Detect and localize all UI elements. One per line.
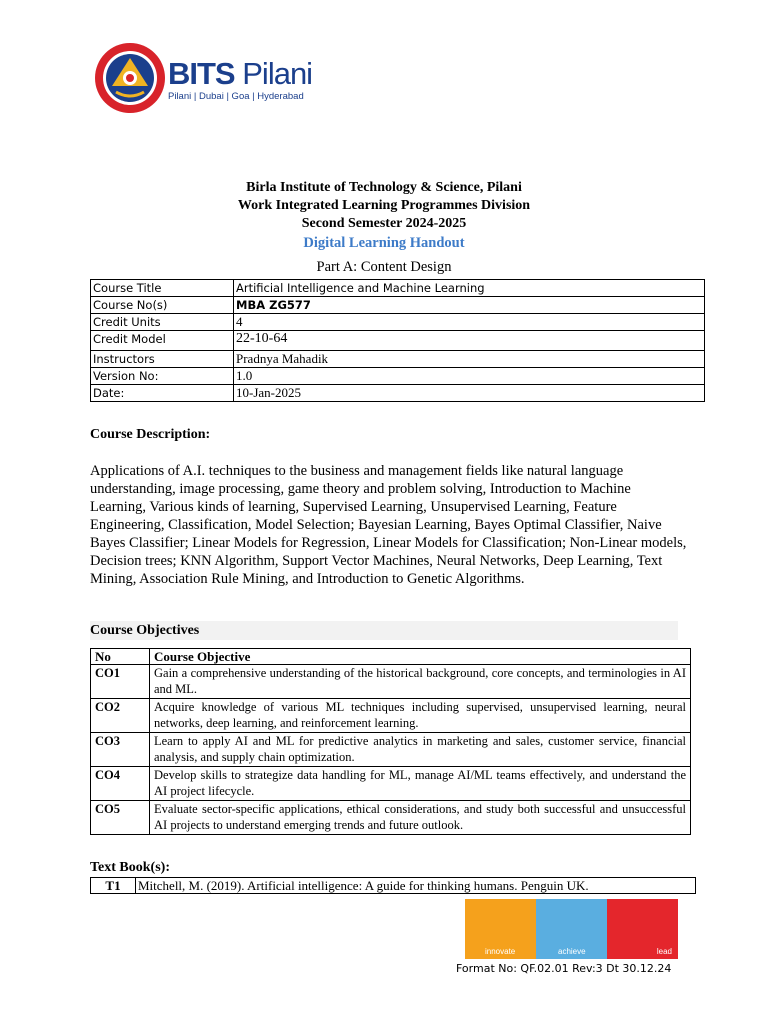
col-no-header: No bbox=[91, 649, 150, 665]
info-row bbox=[91, 331, 705, 351]
objective-no: CO4 bbox=[91, 767, 150, 801]
course-description-heading: Course Description: bbox=[90, 427, 211, 442]
objective-row bbox=[91, 801, 691, 835]
handout-title: Digital Learning Handout bbox=[303, 235, 465, 251]
info-key: Course No(s) bbox=[91, 297, 234, 314]
info-row bbox=[91, 280, 705, 297]
info-value: Artificial Intelligence and Machine Learning bbox=[234, 280, 705, 297]
info-value: Pradnya Mahadik bbox=[234, 351, 705, 368]
objectives-header-row bbox=[91, 649, 691, 665]
objective-no: CO2 bbox=[91, 699, 150, 733]
part-title: Part A: Content Design bbox=[316, 259, 452, 275]
innovate-achieve-lead-banner bbox=[465, 899, 678, 959]
institute-name: Birla Institute of Technology & Science, Pilani bbox=[246, 180, 522, 195]
objective-row bbox=[91, 767, 691, 801]
objective-no: CO5 bbox=[91, 801, 150, 835]
brand-light: Pilani bbox=[242, 56, 313, 91]
textbook-no: T1 bbox=[91, 878, 136, 894]
info-row bbox=[91, 368, 705, 385]
info-row bbox=[91, 297, 705, 314]
objectives-table bbox=[90, 648, 691, 835]
info-key: Credit Units bbox=[91, 314, 234, 331]
course-objectives-heading: Course Objectives bbox=[90, 621, 678, 640]
band-achieve bbox=[536, 899, 607, 959]
bits-seal-logo bbox=[94, 42, 166, 114]
info-value: MBA ZG577 bbox=[234, 297, 705, 314]
objective-text: Evaluate sector-specific applications, ethical considerations, and study both successful and unsuccessful AI projects to understand emerging trends and future outlook. bbox=[150, 801, 691, 835]
brand-tagline: Pilani | Dubai | Goa | Hyderabad bbox=[168, 91, 304, 102]
objective-row bbox=[91, 665, 691, 699]
textbooks-table bbox=[90, 877, 696, 894]
objective-text: Learn to apply AI and ML for predictive analytics in marketing and sales, customer service, financial analysis, and supply chain optimization. bbox=[150, 733, 691, 767]
band-label: achieve bbox=[558, 947, 586, 956]
info-value: 4 bbox=[234, 314, 705, 331]
division-name: Work Integrated Learning Programmes Division bbox=[237, 198, 531, 213]
info-key: Date: bbox=[91, 385, 234, 402]
course-info-table bbox=[90, 279, 705, 402]
info-value: 22-10-64 bbox=[234, 331, 705, 351]
objective-no: CO1 bbox=[91, 665, 150, 699]
objective-text: Acquire knowledge of various ML techniques including supervised, unsupervised learning, neural networks, deep learning, and reinforcement learning. bbox=[150, 699, 691, 733]
course-description-text: Applications of A.I. techniques to the business and management fields like natural language understanding, image processing, game theory and problem solving, Introduction to Machine Learning, Various kinds of learning, Supervised Learning, Unsupervised Learning, Feature Engineering, Classification, Model Selection; Bayesian Learning, Bayes Optimal Classifier, Naive Bayes Classifier; Linear Models for Regression, Linear Models for Classification; Non-Linear models, Decision trees; KNN Algorithm, Support Vector Machines, Neural Networks, Deep Learning, Text Mining, Association Rule Mining, and Introduction to Genetic Algorithms. bbox=[90, 463, 687, 587]
format-number: Format No: QF.02.01 Rev:3 Dt 30.12.24 bbox=[456, 962, 672, 975]
textbook-row bbox=[91, 878, 696, 894]
info-value: 1.0 bbox=[234, 368, 705, 385]
textbooks-heading: Text Book(s): bbox=[90, 860, 170, 875]
info-key: Instructors bbox=[91, 351, 234, 368]
objective-text: Develop skills to strategize data handling for ML, manage AI/ML teams effectively, and understand the AI project lifecycle. bbox=[150, 767, 691, 801]
semester: Second Semester 2024-2025 bbox=[301, 216, 467, 231]
band-label: lead bbox=[656, 947, 672, 956]
info-row bbox=[91, 385, 705, 402]
objective-no: CO3 bbox=[91, 733, 150, 767]
band-label: innovate bbox=[485, 947, 516, 956]
info-key: Version No: bbox=[91, 368, 234, 385]
info-key: Course Title bbox=[91, 280, 234, 297]
info-value: 10-Jan-2025 bbox=[234, 385, 705, 402]
brand-bold: BITS bbox=[168, 56, 235, 91]
objective-row bbox=[91, 733, 691, 767]
band-innovate bbox=[465, 899, 536, 959]
objective-row bbox=[91, 699, 691, 733]
info-key: Credit Model bbox=[91, 331, 234, 351]
bits-wordmark bbox=[168, 58, 312, 102]
info-row bbox=[91, 314, 705, 331]
col-objective-header: Course Objective bbox=[150, 649, 691, 665]
band-lead bbox=[607, 899, 678, 959]
info-row bbox=[91, 351, 705, 368]
textbook-text: Mitchell, M. (2019). Artificial intelligence: A guide for thinking humans. Penguin UK. bbox=[136, 878, 696, 894]
objective-text: Gain a comprehensive understanding of the historical background, core concepts, and terminologies in AI and ML. bbox=[150, 665, 691, 699]
